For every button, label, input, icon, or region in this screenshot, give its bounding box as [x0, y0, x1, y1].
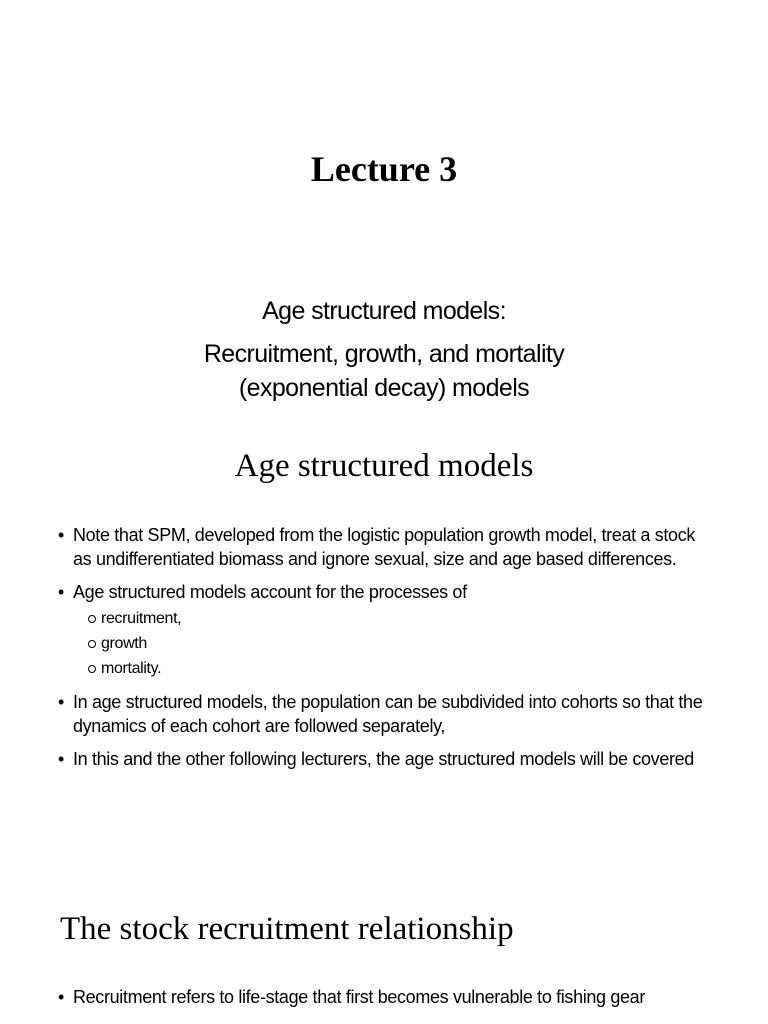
sub-bullet-item [73, 657, 717, 681]
bullet-item [57, 523, 717, 571]
bullet-item [57, 580, 717, 681]
subtitle-line-1: Age structured models: [262, 297, 506, 325]
slide-title: The stock recruitment relationship [60, 911, 514, 947]
sub-bullet-text: recruitment, [101, 610, 182, 627]
hollow-circle-icon [88, 665, 96, 673]
sub-bullet-item [73, 607, 717, 631]
sub-bullet-list [73, 607, 717, 681]
lecture-subtitle [60, 294, 708, 405]
bullet-icon: • [58, 987, 64, 1007]
subtitle-line-2: Recruitment, growth, and mortality [203, 340, 565, 368]
bullet-list [57, 523, 717, 780]
age-structured-models-slide [0, 432, 768, 877]
stock-recruitment-slide [0, 877, 768, 1024]
bullet-text: Recruitment refers to life-stage that first becomes vulnerable to fishing gear [73, 987, 645, 1007]
sub-bullet-item [73, 632, 717, 656]
title-slide [0, 0, 768, 432]
bullet-icon: • [58, 749, 64, 769]
sub-bullet-text: growth [101, 635, 147, 652]
bullet-text: Note that SPM, developed from the logistic population growth model, treat a stock as undifferentiated biomass and ignore sexual, size and age based differences. [73, 525, 695, 569]
hollow-circle-icon [88, 615, 96, 623]
bullet-list [57, 985, 717, 1018]
bullet-item [57, 690, 717, 738]
bullet-icon: • [58, 692, 64, 712]
bullet-text: In this and the other following lecturers, the age structured models will be covered [73, 749, 694, 769]
hollow-circle-icon [88, 640, 96, 648]
bullet-item [57, 747, 717, 771]
subtitle-line-3: (exponential decay) models [238, 374, 530, 402]
bullet-item [57, 985, 717, 1009]
slide-title: Age structured models [234, 448, 534, 484]
bullet-icon: • [58, 525, 64, 545]
bullet-icon: • [58, 582, 64, 602]
lecture-title: Lecture 3 [310, 149, 458, 189]
sub-bullet-text: mortality. [101, 660, 162, 677]
bullet-text: In age structured models, the population can be subdivided into cohorts so that the dynamics of each cohort are followed separately, [73, 692, 703, 736]
bullet-text: Age structured models account for the processes of [73, 582, 467, 602]
